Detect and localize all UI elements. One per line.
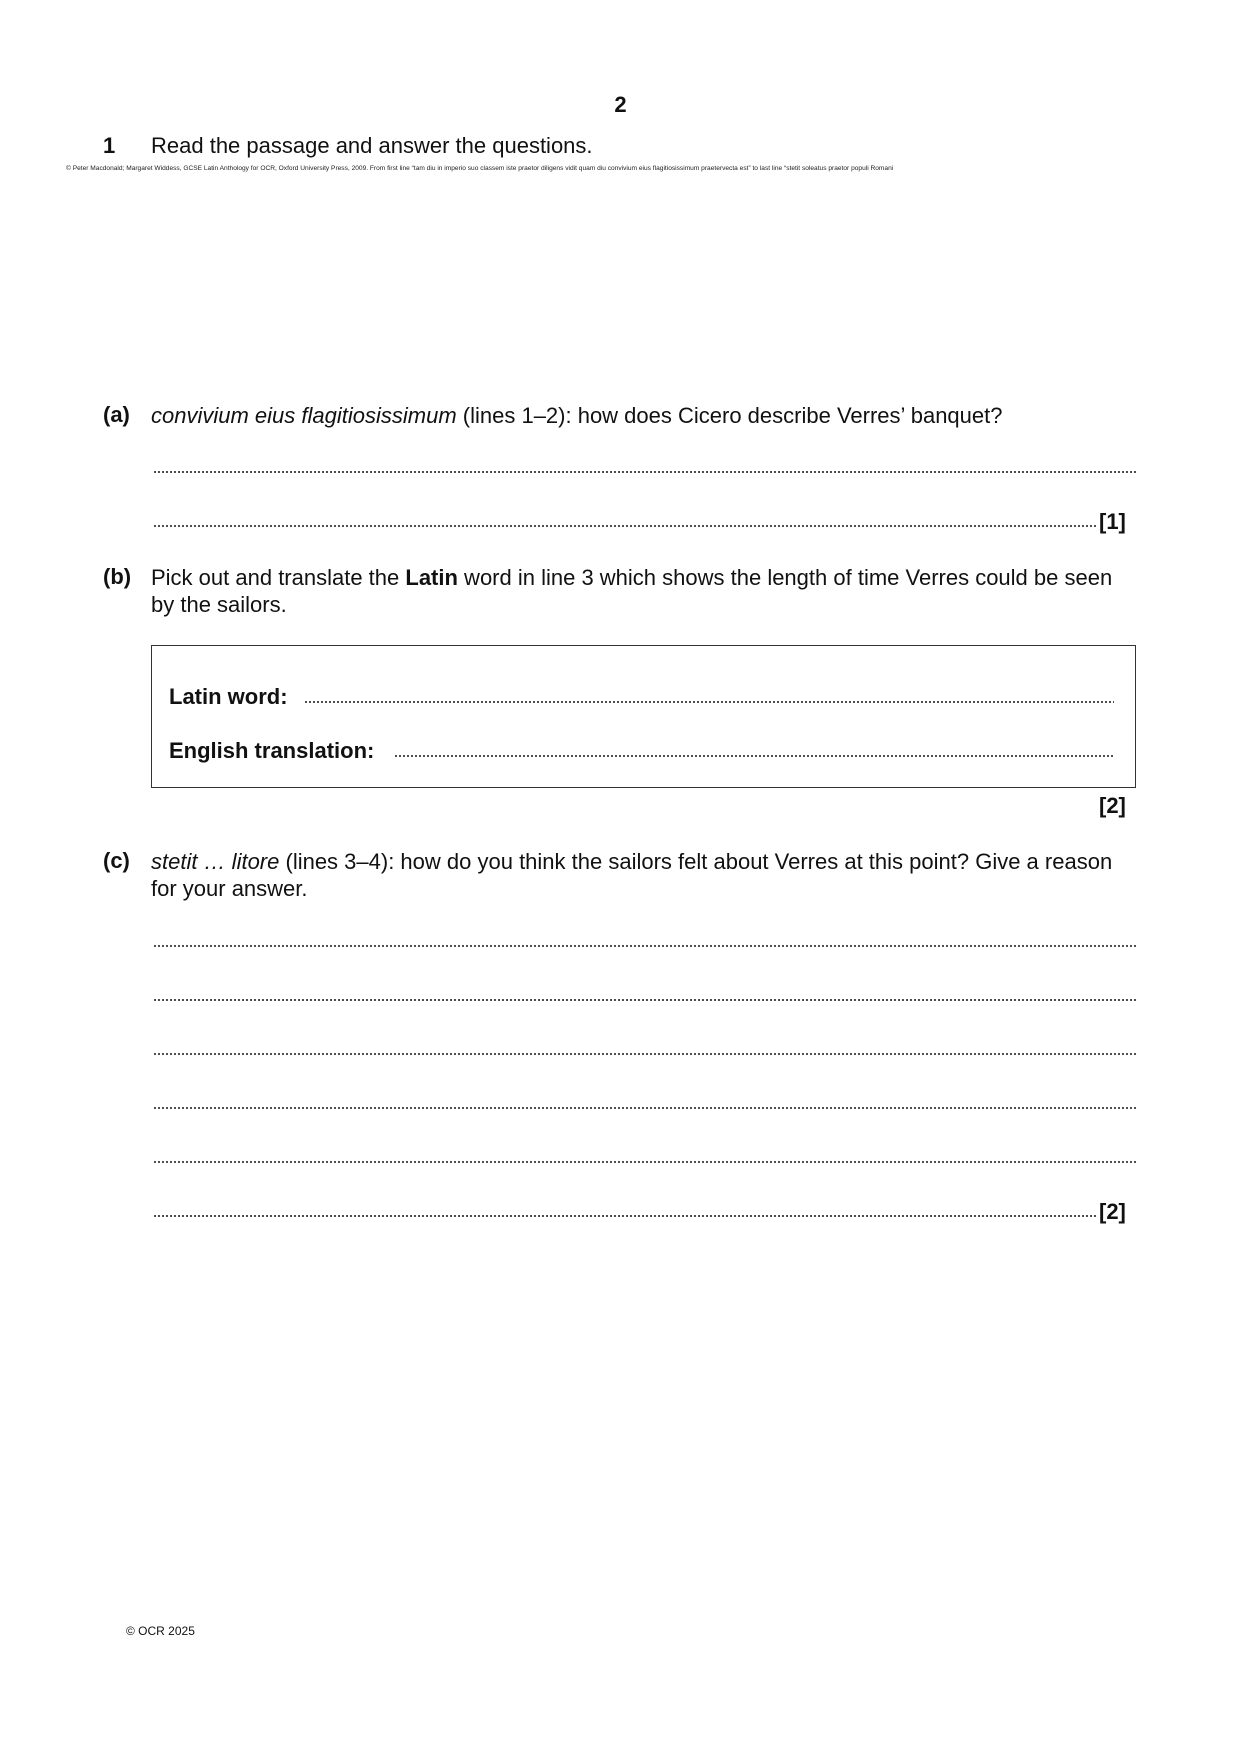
part-c-latin-phrase: stetit … litore [151, 849, 280, 874]
answer-line-c5[interactable] [153, 1158, 1136, 1166]
part-b-question [151, 564, 1131, 618]
answer-line-c3[interactable] [153, 1050, 1136, 1058]
part-c-marks: [2] [1099, 1199, 1126, 1224]
part-a-label: (a) [103, 402, 130, 427]
footer-copyright: © OCR 2025 [126, 1624, 195, 1638]
answer-line-c6[interactable] [153, 1212, 1098, 1220]
english-translation-label: English translation: [169, 738, 375, 763]
answer-line-a2[interactable] [153, 522, 1098, 530]
part-b-marks: [2] [1099, 793, 1126, 818]
part-b-text-before: Pick out and translate the [151, 565, 406, 590]
part-c-text: (lines 3–4): how do you think the sailors felt about Verres at this point? Give a reason for your answer. [151, 849, 1113, 901]
answer-line-c4[interactable] [153, 1104, 1136, 1112]
part-b-label: (b) [103, 564, 132, 589]
answer-box [151, 645, 1136, 788]
answer-line-c1[interactable] [153, 942, 1136, 950]
part-c-question [151, 848, 1131, 902]
part-a-question [151, 402, 1131, 429]
latin-word-label: Latin word: [169, 684, 288, 709]
page-number: 2 [614, 92, 627, 117]
answer-line-a1[interactable] [153, 468, 1136, 476]
latin-word-answer-line[interactable] [304, 698, 1114, 706]
english-translation-answer-line[interactable] [394, 752, 1114, 760]
question-instruction: Read the passage and answer the questions. [151, 133, 593, 158]
part-a-latin-phrase: convivium eius flagitiosissimum [151, 403, 457, 428]
part-a-marks: [1] [1099, 509, 1126, 534]
part-b-text-after: word in line 3 which shows the length of time Verres could be seen by the sailors. [151, 565, 1113, 617]
answer-line-c2[interactable] [153, 996, 1136, 1004]
copyright-notice: © Peter Macdonald; Margaret Widdess, GCSE Latin Anthology for OCR, Oxford University Press, 2009. From first line “tam diu in imperio suo classem iste praetor diligens vidit quam diu convivium eius flagitiosissimum praetervecta est” to last line “stetit soleatus praetor populi Romani [66, 165, 894, 172]
part-b-bold-word: Latin [405, 565, 458, 590]
question-number: 1 [103, 133, 116, 158]
part-a-text: (lines 1–2): how does Cicero describe Verres’ banquet? [456, 403, 1003, 428]
part-c-label: (c) [103, 848, 130, 873]
